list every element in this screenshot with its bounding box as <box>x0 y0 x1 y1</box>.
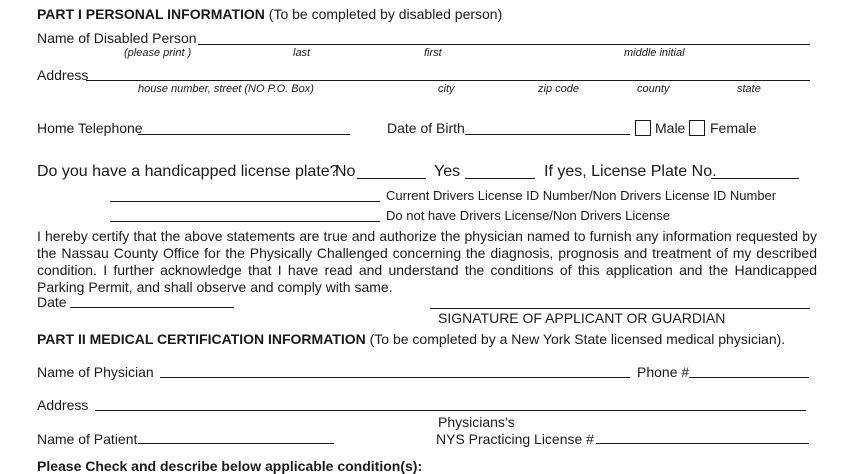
part2-subtitle: (To be completed by a New York State licensed medical physician). <box>369 331 786 347</box>
middle-initial-caption: middle initial <box>624 47 685 59</box>
county-caption: county <box>637 83 670 95</box>
physicians-label: Physicians’s <box>438 414 515 430</box>
physician-name-field[interactable] <box>160 377 630 378</box>
part2-heading <box>37 332 785 346</box>
conditions-heading: Please Check and describe below applicable condition(s): <box>37 458 423 474</box>
address-field[interactable] <box>86 80 810 81</box>
name-field[interactable] <box>198 44 810 45</box>
plate-yes-label: Yes <box>434 163 461 180</box>
date-field[interactable] <box>70 307 234 308</box>
signature-label: SIGNATURE OF APPLICANT OR GUARDIAN <box>438 310 726 326</box>
female-label: Female <box>710 120 757 136</box>
male-checkbox[interactable] <box>635 120 651 136</box>
patient-name-field[interactable] <box>138 443 334 444</box>
phone-label: Phone # <box>637 364 690 380</box>
date-label: Date <box>37 294 67 310</box>
phone-field[interactable] <box>689 377 809 378</box>
zip-code-caption: zip code <box>538 83 579 95</box>
physician-address-field[interactable] <box>95 410 806 411</box>
part1-subtitle: (To be completed by disabled person) <box>268 6 503 22</box>
date-of-birth-field[interactable] <box>465 134 630 135</box>
physician-address-label: Address <box>37 397 89 413</box>
plate-question: Do you have a handicapped license plate? <box>37 163 339 180</box>
female-checkbox[interactable] <box>689 120 705 136</box>
license-id-field[interactable] <box>110 201 380 202</box>
state-caption: state <box>737 83 761 95</box>
practicing-license-label: NYS Practicing License # <box>436 431 594 447</box>
home-telephone-field[interactable] <box>138 134 350 135</box>
license-id-label: Current Drivers License ID Number/Non Drivers License ID Number <box>386 188 777 203</box>
no-license-field[interactable] <box>110 221 380 222</box>
male-label: Male <box>655 120 686 136</box>
city-caption: city <box>438 83 455 95</box>
first-caption: first <box>424 47 442 59</box>
practicing-license-field[interactable] <box>596 443 809 444</box>
name-label: Name of Disabled Person <box>37 30 197 46</box>
date-of-birth-label: Date of Birth <box>387 120 465 136</box>
part1-heading <box>37 7 502 21</box>
address-label: Address <box>37 67 89 83</box>
please-print-caption: (please print ) <box>124 47 192 59</box>
home-telephone-label: Home Telephone <box>37 120 143 136</box>
plate-yes-field[interactable] <box>465 178 535 179</box>
patient-name-label: Name of Patient <box>37 431 138 447</box>
certification-paragraph: I hereby certify that the above statements are true and authorize the physician named to furnish any information requested by the Nassau County Office for the Physically Challenged concerning the diagnosis, prognosis and treatment of my described condition. I further acknowledge that I have read and understand the conditions of this application and the Handicapped Parking Permit, and shall observe and comply with same. <box>37 228 817 295</box>
plate-number-field[interactable] <box>711 178 799 179</box>
house-street-caption: house number, street (NO P.O. Box) <box>138 83 314 95</box>
part2-title: PART II MEDICAL CERTIFICATION INFORMATION <box>37 331 366 347</box>
last-caption: last <box>293 47 311 59</box>
plate-no-field[interactable] <box>357 178 426 179</box>
plate-no-label: No <box>335 163 356 180</box>
physician-name-label: Name of Physician <box>37 364 154 380</box>
part1-title: PART I PERSONAL INFORMATION <box>37 6 265 22</box>
signature-field[interactable] <box>430 308 810 309</box>
no-license-label: Do not have Drivers License/Non Drivers License <box>386 208 670 223</box>
plate-number-label: If yes, License Plate No. <box>544 163 717 180</box>
